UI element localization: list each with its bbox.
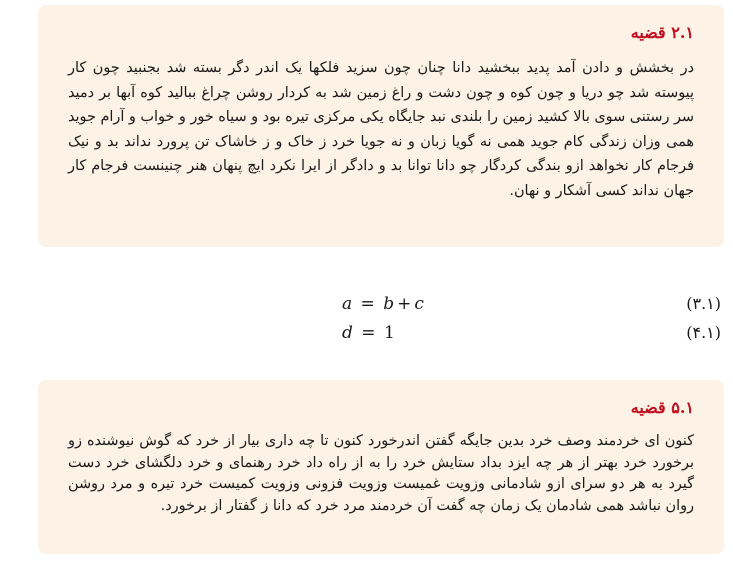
equation-2-number: (۴.۱) xyxy=(686,323,721,342)
equation-1-term-1: b xyxy=(383,294,395,314)
equation-2-lhs: d xyxy=(342,323,353,343)
equation-1-operator: + xyxy=(397,294,412,314)
equation-1-term-2: c xyxy=(414,294,424,314)
equation-row-1 xyxy=(0,294,733,320)
equation-row-2 xyxy=(0,323,733,349)
theorem-text-1: در بخشش و دادن آمد پدید ببخشید دانا چنان چون سزید فلکها یک اندر دگر بسته شد بجنبید چون کار پیوسته شد چو دریا و چون کوه و چون دشت و راغ زمین شد به کردار روشن چراغ ببالید کوه آبها بر دمید سر رستنی سوی بالا کشید زمین را بلندی نبد جایگاه یکی مرکزی تیره بود و سیاه خور و خواب و آرام جوید همی وزان زندگی کام جوید همی نه گویا زبان و نه جویا خرد ز خاک و ز خاشاک تن پرورد نداند بد و نیک فرجام کار نخواهد ازو بندگی کردگار چو دانا توانا بد و دادگر از ایرا نکرد ایچ پنهان هنر چنینست فرجام کار جهان نداند کسی آشکار و نهان. xyxy=(68,60,694,199)
theorem-block-1 xyxy=(38,5,724,247)
equation-1: a = b + c xyxy=(342,294,424,314)
theorem-block-2 xyxy=(38,380,724,554)
equation-1-number: (۳.۱) xyxy=(686,294,721,313)
theorem-title-2: ۵.۱ قضیه xyxy=(630,398,694,417)
equation-2: d = 1 xyxy=(342,323,395,343)
equation-1-lhs: a xyxy=(342,294,353,314)
theorem-title-1: ۲.۱ قضیه xyxy=(630,23,694,42)
equation-2-term-1: 1 xyxy=(383,323,395,343)
theorem-text-2: کنون ای خردمند وصف خرد بدین جایگه گفتن اندرخورد کنون تا چه داری بیار از خرد که گوش نیوشنده زو برخورد خرد بهتر از هر چه ایزد بداد ستایش خرد را به از راه داد خرد رهنمای و خرد دلگشای خرد دست گیرد به هر دو سرای ازو شادمانی وزویت غمیست وزویت فزونی وزویت کمیست خرد تیره و مرد روشن روان نباشد همی شادمان یک زمان چه گفت آن خردمند مرد خرد که دانا ز گفتار از برخورد. xyxy=(68,433,694,514)
